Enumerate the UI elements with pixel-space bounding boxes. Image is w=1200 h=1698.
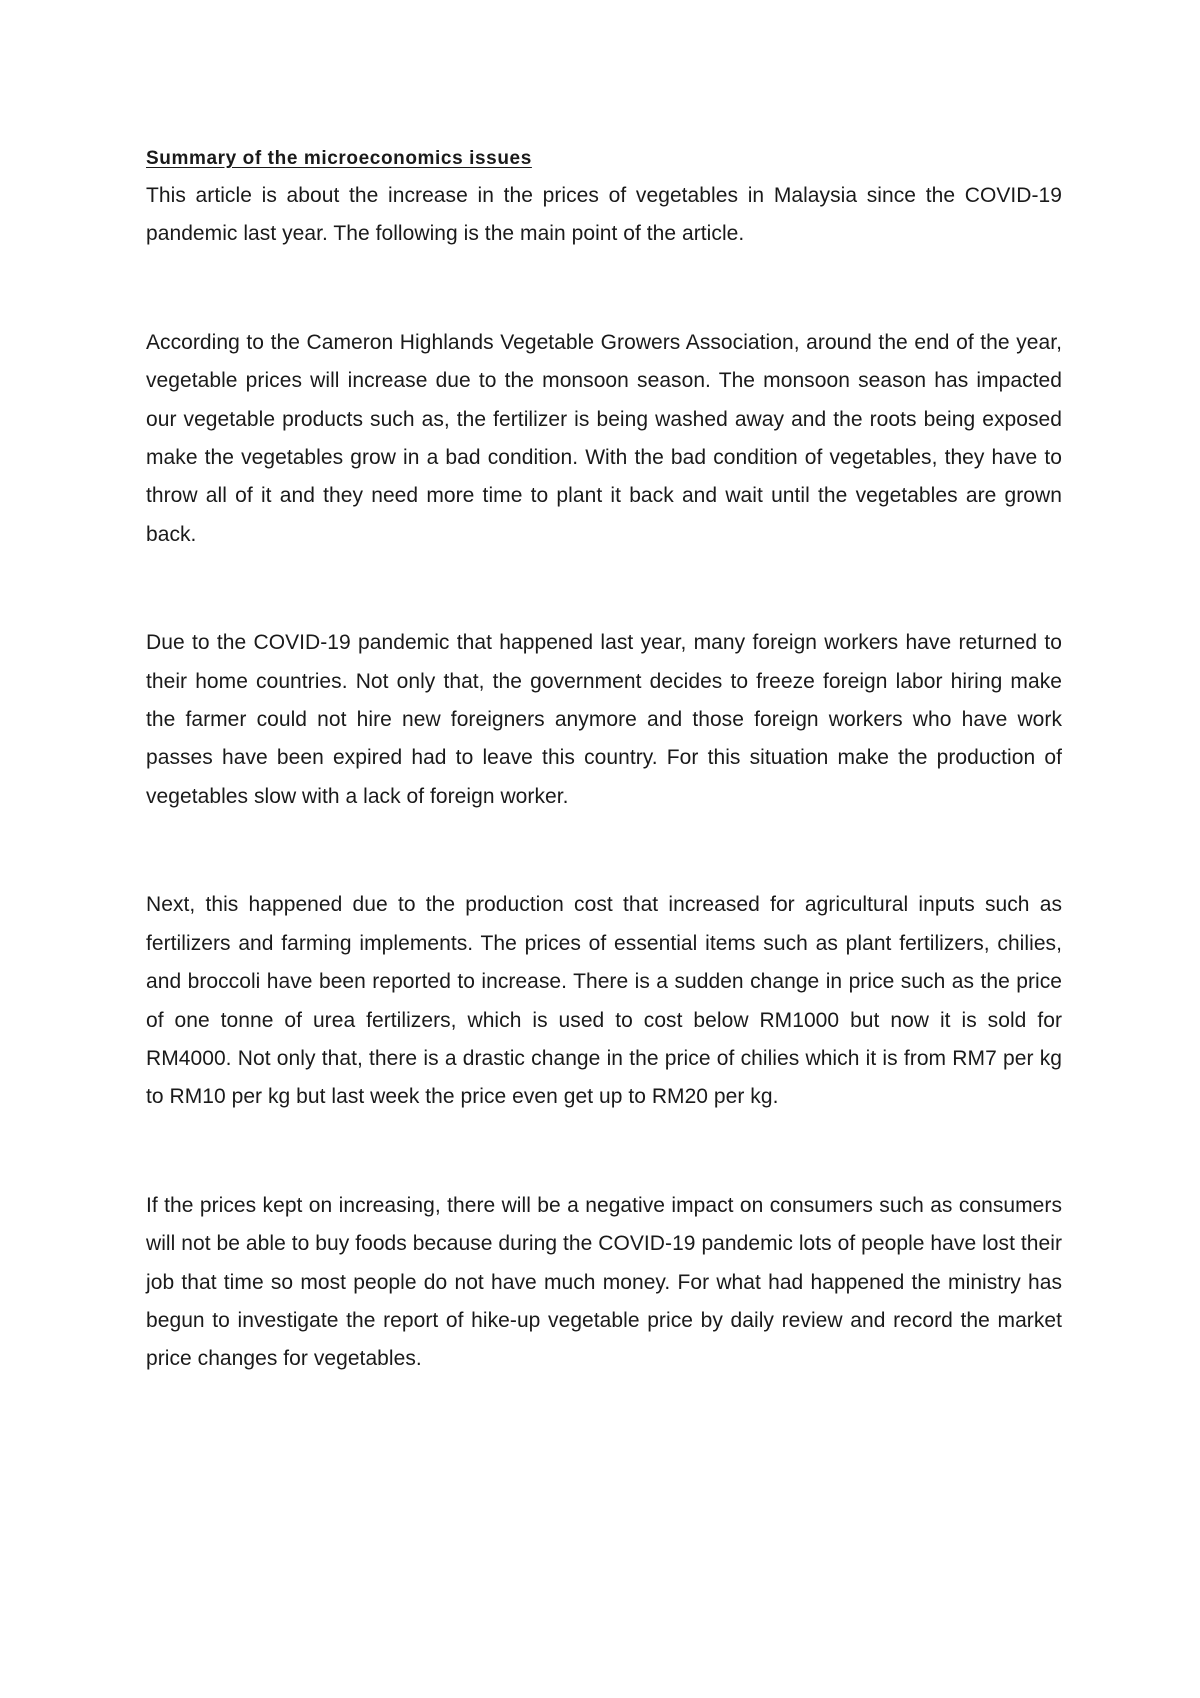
document-body — [146, 145, 1062, 1379]
paragraph-production-cost: Next, this happened due to the production cost that increased for agricultural inputs such as fertilizers and farming implements. The prices of essential items such as plant fertilizers, chilies, and broccoli have been reported to increase. There is a sudden change in price such as the price of one tonne of urea fertilizers, which is used to cost below RM1000 but now it is sold for RM4000. Not only that, there is a drastic change in the price of chilies which it is from RM7 per kg to RM10 per kg but last week the price even get up to RM20 per kg. — [146, 893, 1062, 1109]
document-title: Summary of the microeconomics issues — [146, 148, 532, 169]
paragraph-foreign-workers: Due to the COVID-19 pandemic that happened last year, many foreign workers have returned to their home countries. Not only that, the government decides to freeze foreign labor hiring make the farmer could not hire new foreigners anymore and those foreign workers who have work passes have been expired had to leave this country. For this situation make the production of vegetables slow with a lack of foreign worker. — [146, 631, 1062, 808]
paragraph-monsoon: According to the Cameron Highlands Vegetable Growers Association, around the end of the year, vegetable prices will increase due to the monsoon season. The monsoon season has impacted our vegetable products such as, the fertilizer is being washed away and the roots being exposed make the vegetables grow in a bad condition. With the bad condition of vegetables, they have to throw all of it and they need more time to plant it back and wait until the vegetables are grown back. — [146, 330, 1062, 546]
paragraph-consumer-impact: If the prices kept on increasing, there will be a negative impact on consumers such as consumers will not be able to buy foods because during the COVID-19 pandemic lots of people have lost their job that time so most people do not have much money. For what had happened the ministry has begun to investigate the report of hike-up vegetable price by daily review and record the market price changes for vegetables. — [146, 1193, 1062, 1371]
paragraph-intro: This article is about the increase in the prices of vegetables in Malaysia since the COVID-19 pandemic last year. The following is the main point of the article. — [146, 184, 1062, 246]
